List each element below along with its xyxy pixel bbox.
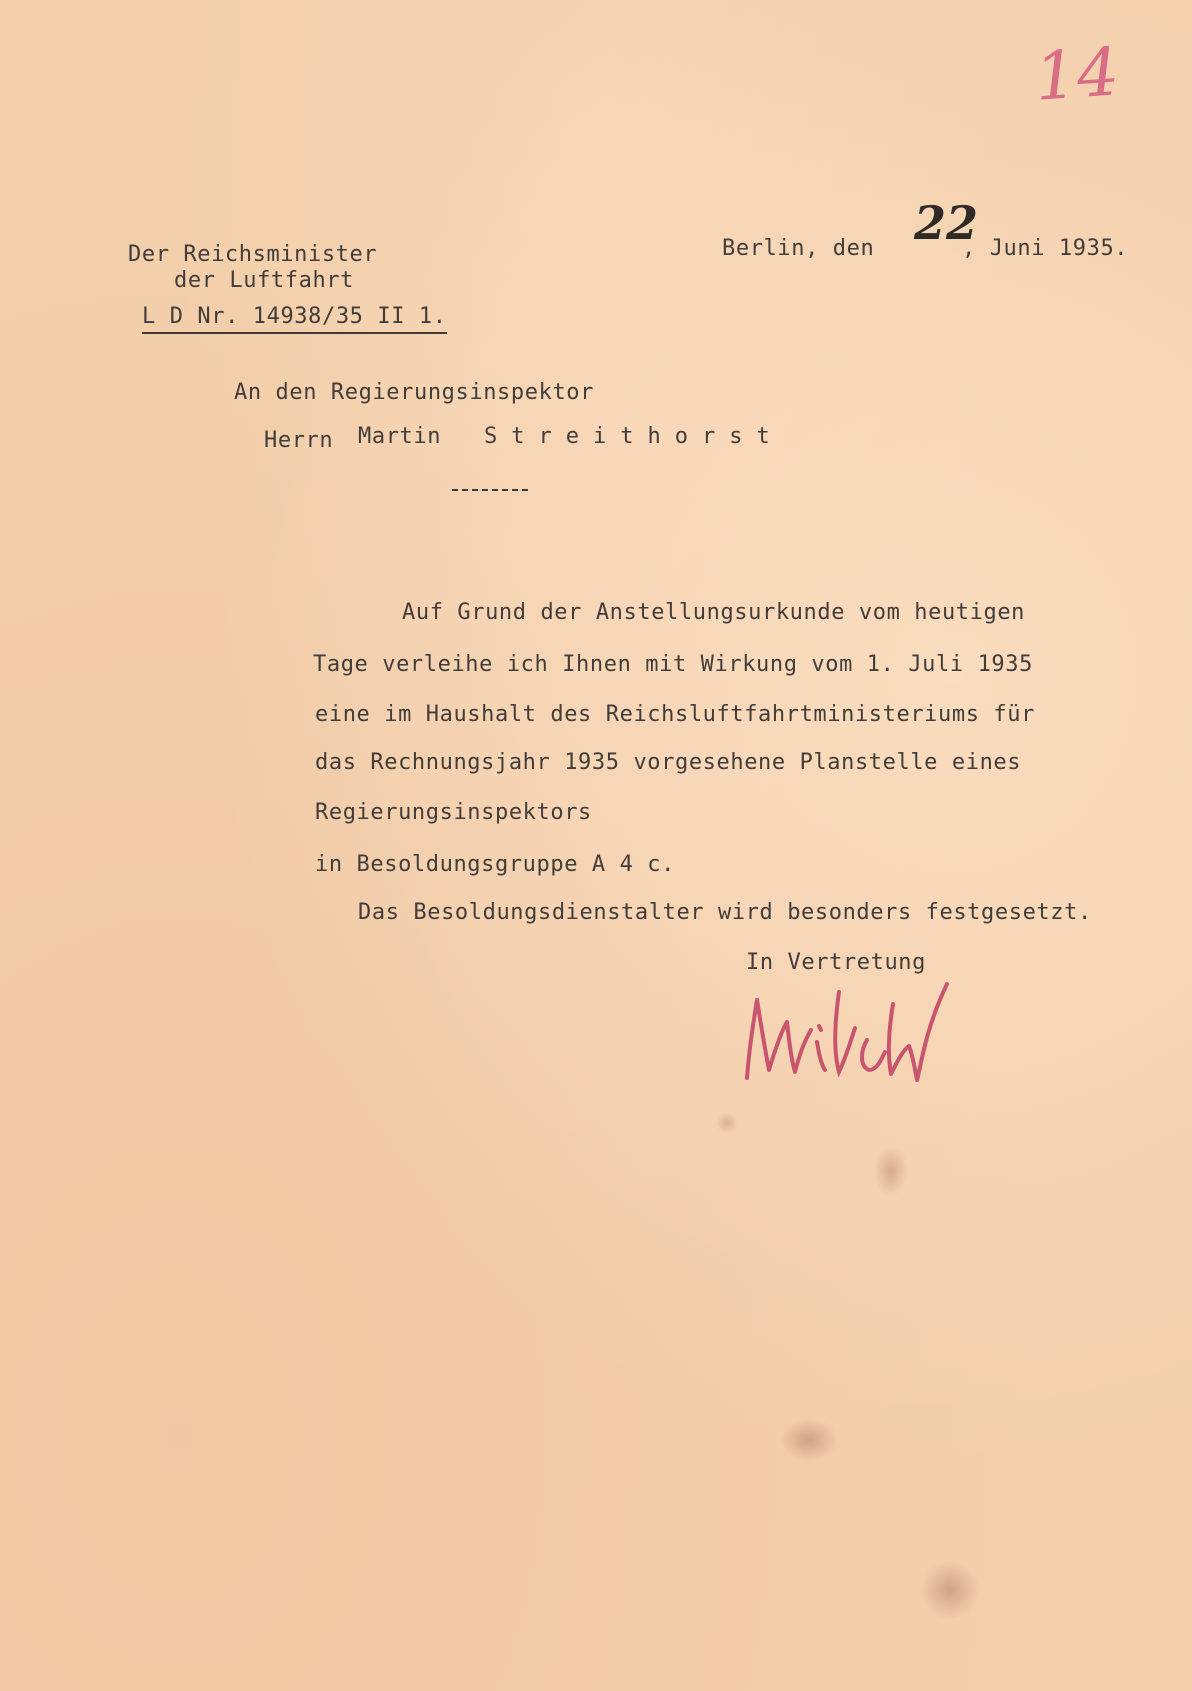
recipient-salutation: Herrn [264, 428, 334, 453]
body-line-3: eine im Haushalt des Reichsluftfahrtministeriums für [315, 702, 1035, 727]
stain [780, 1418, 838, 1462]
recipient-first-name: Martin [358, 424, 442, 449]
body-line-2: Tage verleihe ich Ihnen mit Wirkung vom 1. Juli 1935 [313, 652, 1033, 677]
recipient-surname: Streithorst [484, 424, 784, 449]
body-line-1: Auf Grund der Anstellungsurkunde vom heutigen [402, 600, 1026, 625]
recipient-divider [452, 489, 528, 491]
body-line-4: das Rechnungsjahr 1935 vorgesehene Planstelle eines [315, 750, 1022, 775]
body-line-5: Regierungsinspektors [315, 800, 592, 825]
signature [735, 970, 985, 1100]
page-number-mark: 14 [1032, 33, 1122, 116]
date-day-handwritten: 22 [914, 196, 979, 250]
recipient-line-1: An den Regierungsinspektor [234, 380, 594, 405]
body-line-7: Das Besoldungsdienstalter wird besonders festgesetzt. [358, 900, 1092, 925]
sender-line-2: der Luftfahrt [174, 268, 354, 293]
closing-phrase: In Vertretung [746, 950, 926, 975]
stain [873, 1145, 909, 1197]
date-prefix: Berlin, den [722, 236, 875, 261]
body-line-6: in Besoldungsgruppe A 4 c. [315, 852, 675, 877]
stain [920, 1560, 980, 1620]
date-suffix: , Juni 1935. [962, 236, 1129, 261]
sender-line-1: Der Reichsminister [128, 242, 378, 267]
stain [716, 1112, 738, 1134]
reference-number: L D Nr. 14938/35 II 1. [142, 304, 447, 334]
